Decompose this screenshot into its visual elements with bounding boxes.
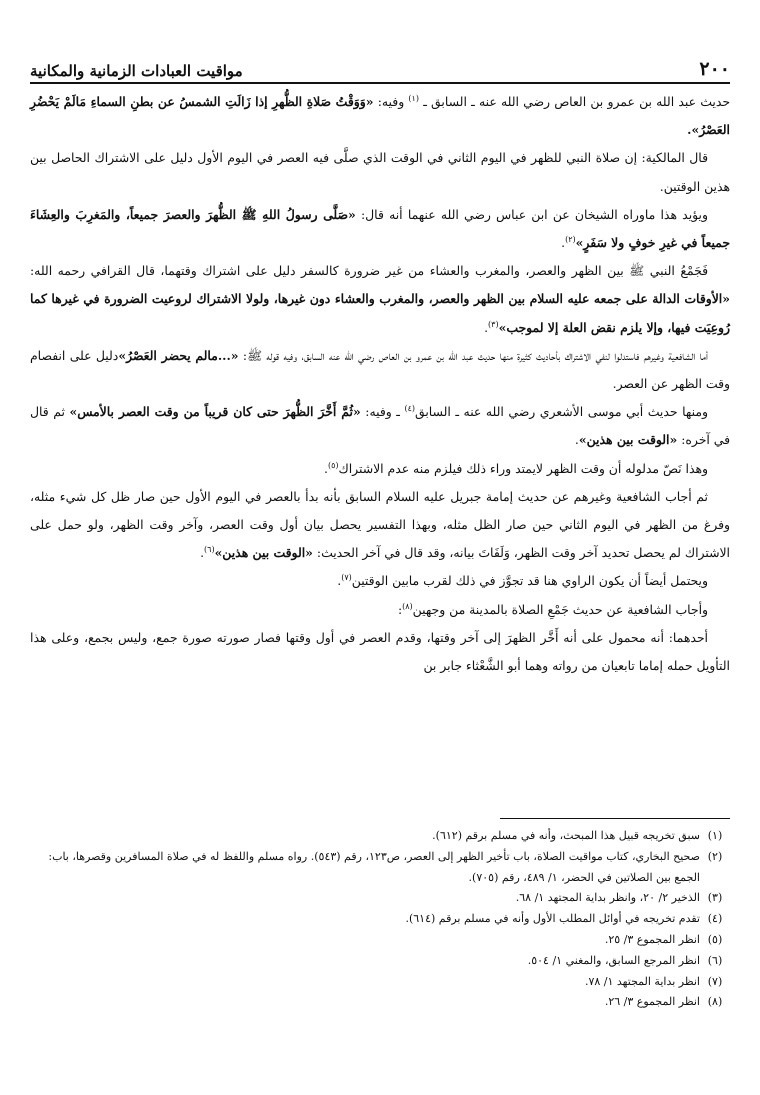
running-title: مواقيت العبادات الزمانية والمكانية <box>30 62 243 80</box>
footnote-ref-5: (٥) <box>327 460 339 470</box>
hadith-quote: «الوقت بين هذين» <box>578 432 678 448</box>
paragraph-6: ومنها حديث أبي موسى الأشعري رضي الله عنه ـ السابق$^{(٤)}$ ـ وفيه: «ثُمَّ أَخَّرَ الظُّهرَ حتى كان قريباً من وقت العصر بالأمس» ثم قال في آخره: «الوقت بين هذين». <box>30 404 730 448</box>
footnote-ref-6: (٦) <box>204 545 215 555</box>
paragraph-8: ثم أجاب الشافعية وغيرهم عن حديث إمامة جبريل عليه السلام السابق بأنه بدأ بالعصر في اليوم الأول حين صار ظل كل شيء مثله، وفرغ من الظهر في اليوم الثاني حين صار الظل مثله، وبهذا التفسير يحصل بيان أول وقت العصر، وآخر وقت الظهر، ولو حمل على الاشتراك لم يحصل تحديد آخر وقت الظهر، وَلَفَاتَ بيانه، وقد قال في آخر الحديث: «الوقت بين هذين»$^{(٦)}$. <box>30 488 730 561</box>
footnote-ref-3: (٣) <box>488 319 499 329</box>
hadith-quote: «الوقت بين هذين» <box>214 545 313 561</box>
page-header <box>30 40 730 80</box>
footnote-ref-7: (٧) <box>341 573 352 583</box>
paragraph-9: ويحتمل أيضاً أن يكون الراوي هنا قد تجوَّز في ذلك لقرب مابين الوقتين$^{(٧)}$. <box>337 573 708 589</box>
footnotes <box>30 826 730 1013</box>
paragraph-11: أحدهما: أنه محمول على أنه أَخَّر الظهرَ إلى آخر وقتها، وقدم العصر في أول وقتها فصار صورته صورة جمع، وليس بجمع، وعلى هذا التأويل حمله إماما تابعيان من رواته وهما أبو الشَّعْثاء جابر بن <box>30 629 730 674</box>
hadith-quote: «وَوَقْتُ صَلاةِ الظُّهرِ إذا زَالَتِ الشمسُ عن بطنِ السماءِ مَالَمْ يَحْضُرِ العَصْرُ». <box>30 94 730 138</box>
paragraph-1: حديث عبد الله بن عمرو بن العاص رضي الله عنه ـ السابق ـ $^{(١)}$ وفيه: «وَوَقْتُ صَلاةِ الظُّهرِ إذا زَالَتِ الشمسُ عن بطنِ السماءِ مَالَمْ يَحْضُرِ العَصْرُ». <box>30 93 730 138</box>
footnote-item: (٧) انظر بداية المجتهد ١/ ٧٨. <box>584 974 723 988</box>
paragraph-10: وأجاب الشافعية عن حديث جَمْعِ الصلاة بالمدينة من وجهين$^{(٨)}$: <box>397 601 708 617</box>
paragraph-4: فَجَمْعُ النبي ﷺ بين الظهر والعصر، والمغرب والعشاء من غير ضرورة كالسفر دليل على اشتراك وقتهما، قال القرافي رحمه الله: «الأوقات الدالة على جمعه عليه السلام بين الظهر والعصر، والمغرب والعشاء دون غيرها، ولولا الاشتراك لروعيت الضرورة في غيرها كما رُوعِيَت فيها، وإلا يلزم نقض العلة إلا لموجب»$^{(٣)}$. <box>30 263 730 335</box>
page-number: ٢٠٠ <box>699 58 730 80</box>
footnote-divider <box>500 818 730 819</box>
footnote-ref-4: (٤) <box>404 404 415 414</box>
footnote-item: (٣) الذخير ٢/ ٢٠، وانظر بداية المجتهد ١/ ٦٨. <box>515 891 723 905</box>
footnote-ref-1: (١) <box>408 93 419 103</box>
hadith-quote: «...مالم يحضر العَصْرُ» <box>118 347 239 363</box>
scholar-quote: «الأوقات الدالة على جمعه عليه السلام بين الظهر والعصر، والمغرب والعشاء دون غيرها، ولولا الاشتراك لروعيت الضرورة في غيرها كما رُوعِيَت فيها، وإلا يلزم نقض العلة إلا لموجب» <box>30 291 730 335</box>
main-text <box>30 88 730 680</box>
header-divider <box>30 82 730 84</box>
hadith-quote: «صَلَّى رسولُ اللهِ ﷺ الظُّهرَ والعصرَ جميعاً، والمَغرِبَ والعِشَاءَ جميعاً في غيرِ خوفٍ ولا سَفَرٍ» <box>30 206 730 251</box>
footnote-ref-2: (٢) <box>565 234 576 244</box>
footnote-ref-8: (٨) <box>402 601 413 611</box>
paragraph-3: ويؤيد هذا ماوراه الشيخان عن ابن عباس رضي الله عنهما أنه قال: «صَلَّى رسولُ اللهِ ﷺ الظُّهرَ والعصرَ جميعاً، والمَغرِبَ والعِشَاءَ جميعاً في غيرِ خوفٍ ولا سَفَرٍ»$^{(٢)}$. <box>30 206 730 251</box>
footnote-item: (٢) صحيح البخاري، كتاب مواقيت الصلاة، باب تأخير الظهر إلى العصر، ص١٢٣، رقم (٥٤٣). رواه مسلم واللفظ له في صلاة المسافرين وقصرها، باب: الجمع بين الصلاتين في الحضر، ١/ ٤٨٩، رقم (٧٠٥). <box>48 849 723 884</box>
paragraph-2: قال المالكية: إن صلاة النبي للظهر في اليوم الثاني في الوقت الذي صلَّى فيه العصر في اليوم الأول دليل على الاشتراك الحاصل بين هذين الوقتين. <box>30 150 730 194</box>
paragraph-5: أما الشافعية وغيرهم فاستدلوا لنفي الاشتراك بأحاديث كثيرة منها حديث عبد الله بن عمرو بن العاص رضي الله عنه السابق، وفيه قوله ﷺ: «...مالم يحضر العَصْرُ»دليل على انفصام وقت الظهر عن العصر. <box>30 347 730 392</box>
footnote-item: (١) سبق تخريجه قبيل هذا المبحث، وأنه في مسلم برقم (٦١٢). <box>432 829 723 842</box>
footnote-item: (٨) انظر المجموع ٣/ ٢٦. <box>604 995 723 1009</box>
hadith-quote: «ثُمَّ أَخَّرَ الظُّهرَ حتى كان قريباً من وقت العصر بالأمس» <box>69 404 361 420</box>
footnote-item: (٤) تقدم تخريجه في أوائل المطلب الأول وأنه في مسلم برقم (٦١٤). <box>405 912 723 926</box>
footnote-item: (٥) انظر المجموع ٣/ ٢٥. <box>604 932 723 946</box>
footnote-item: (٦) انظر المرجع السابق، والمغني ١/ ٥٠٤. <box>527 953 723 967</box>
paragraph-7: وهذا نَصّ مدلوله أن وقت الظهر لايمتد وراء ذلك فيلزم منه عدم الاشتراك$^{(٥)}$. <box>323 460 708 476</box>
